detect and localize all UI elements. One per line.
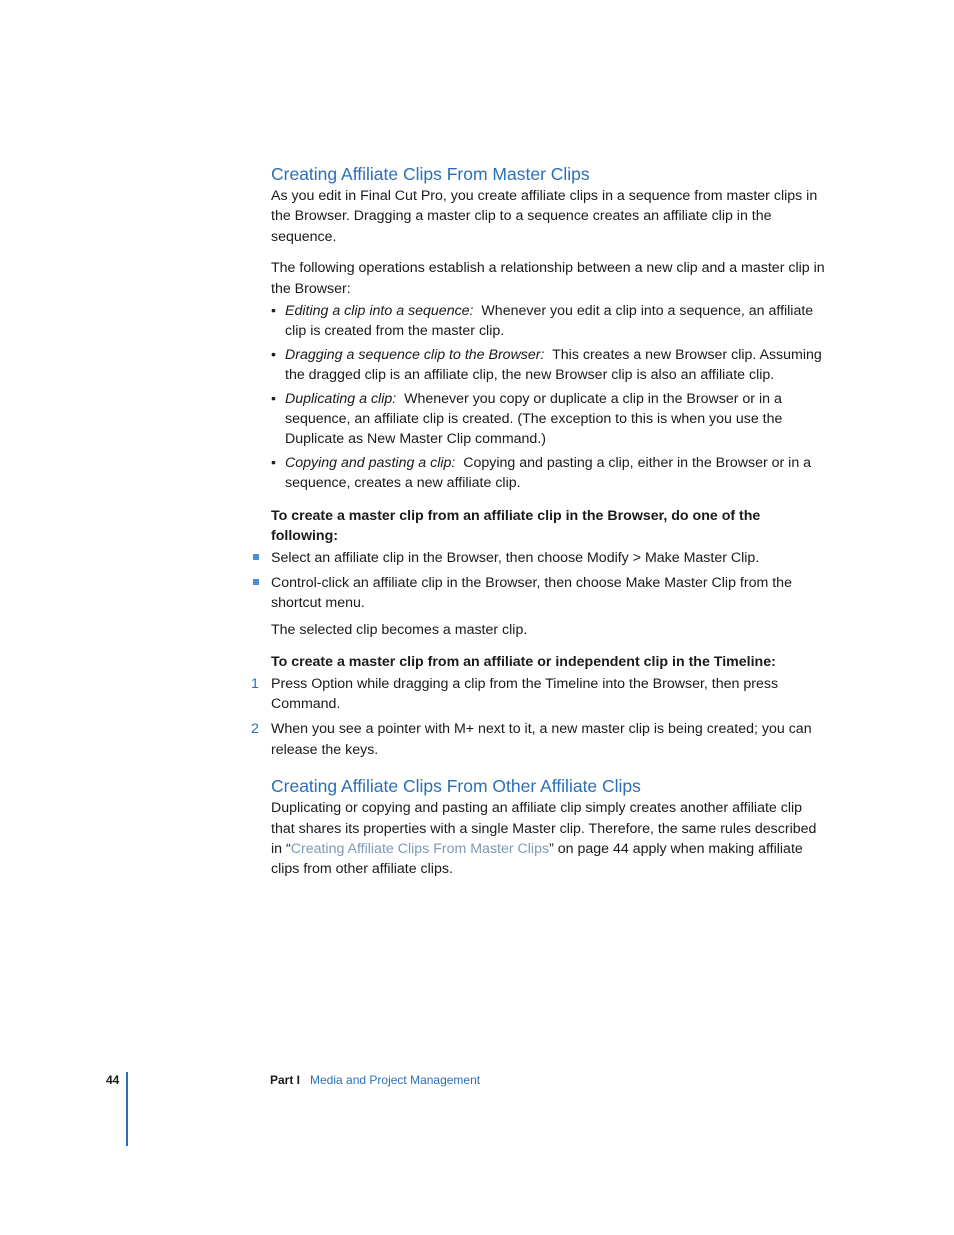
result-text: The selected clip becomes a master clip. — [271, 621, 528, 638]
option-item — [271, 573, 826, 614]
square-bullet-icon — [253, 579, 259, 585]
paragraph: As you edit in Final Cut Pro, you create affiliate clips in a sequence from master clips in the Browser. Dragging a master clip to a sequence creates an affiliate clip in the sequence. — [271, 188, 818, 245]
list-item-term: Copying and pasting a clip: — [285, 454, 456, 471]
list-item — [271, 345, 826, 386]
step-text: Press Option while dragging a clip from the Timeline into the Browser, then press Command. — [271, 675, 779, 712]
list-item-text: Whenever you edit a clip into a sequence, an affiliate clip is created from the master clip. — [285, 303, 814, 340]
footer-divider — [126, 1072, 128, 1146]
list-item-term: Dragging a sequence clip to the Browser: — [285, 346, 545, 363]
list-item-text: This creates a new Browser clip. Assuming the dragged clip is an affiliate clip, the new Browser clip is also an affiliate clip. — [285, 346, 822, 384]
paragraph-text: Duplicating or copying and pasting an affiliate clip simply creates another affiliate clip that shares its properties with a single Master clip. Therefore, the same rules described in “ — [271, 800, 817, 857]
list-item — [271, 301, 826, 342]
page-content — [251, 162, 826, 880]
paragraph: The following operations establish a relationship between a new clip and a master clip in the Browser: — [271, 260, 825, 297]
step-list — [251, 674, 826, 761]
list-item — [271, 453, 826, 494]
list-item-term: Editing a clip into a sequence: — [285, 303, 474, 320]
bullet-icon: • — [271, 390, 276, 407]
step-item — [251, 719, 826, 760]
section-heading: Creating Affiliate Clips From Master Clips — [271, 164, 590, 184]
section-label: Media and Project Management — [310, 1073, 481, 1087]
option-text: Select an affiliate clip in the Browser, then choose Modify > Make Master Clip. — [271, 549, 760, 566]
list-item-text: Copying and pasting a clip, either in the Browser or in a sequence, creates a new affiliate clip. — [285, 454, 812, 492]
task-heading: To create a master clip from an affiliate clip in the Browser, do one of the following: — [271, 507, 761, 545]
square-bullet-icon — [253, 554, 259, 560]
bullet-icon: • — [271, 454, 276, 471]
step-text: When you see a pointer with M+ next to it, a new master clip is being created; you can release the keys. — [271, 721, 812, 758]
list-item-term: Duplicating a clip: — [285, 390, 397, 407]
page-number: 44 — [106, 1073, 120, 1087]
option-text: Control-click an affiliate clip in the Browser, then choose Make Master Clip from the shortcut menu. — [271, 574, 792, 612]
task-heading: To create a master clip from an affiliate or independent clip in the Timeline: — [271, 654, 776, 671]
bullet-icon: • — [271, 303, 276, 320]
step-item — [251, 674, 826, 715]
footer-part — [270, 1072, 480, 1088]
list-item-text: Whenever you copy or duplicate a clip in the Browser or in a sequence, an affiliate clip is created. (The exception to this is when you use the Duplicate as New Master Clip command.) — [285, 390, 783, 448]
option-list — [271, 548, 826, 614]
step-number: 2 — [251, 721, 259, 738]
paragraph-text: ” on page 44 apply when making affiliate clips from other affiliate clips. — [271, 840, 803, 878]
list-item — [271, 389, 826, 450]
option-item — [271, 548, 826, 568]
bullet-list — [271, 301, 826, 494]
section-heading: Creating Affiliate Clips From Other Affiliate Clips — [271, 776, 641, 797]
paragraph — [271, 798, 826, 880]
step-number: 1 — [251, 675, 259, 692]
part-label: Part I — [270, 1073, 301, 1087]
bullet-icon: • — [271, 346, 276, 363]
cross-reference-link[interactable]: Creating Affiliate Clips From Master Clips — [290, 840, 550, 857]
